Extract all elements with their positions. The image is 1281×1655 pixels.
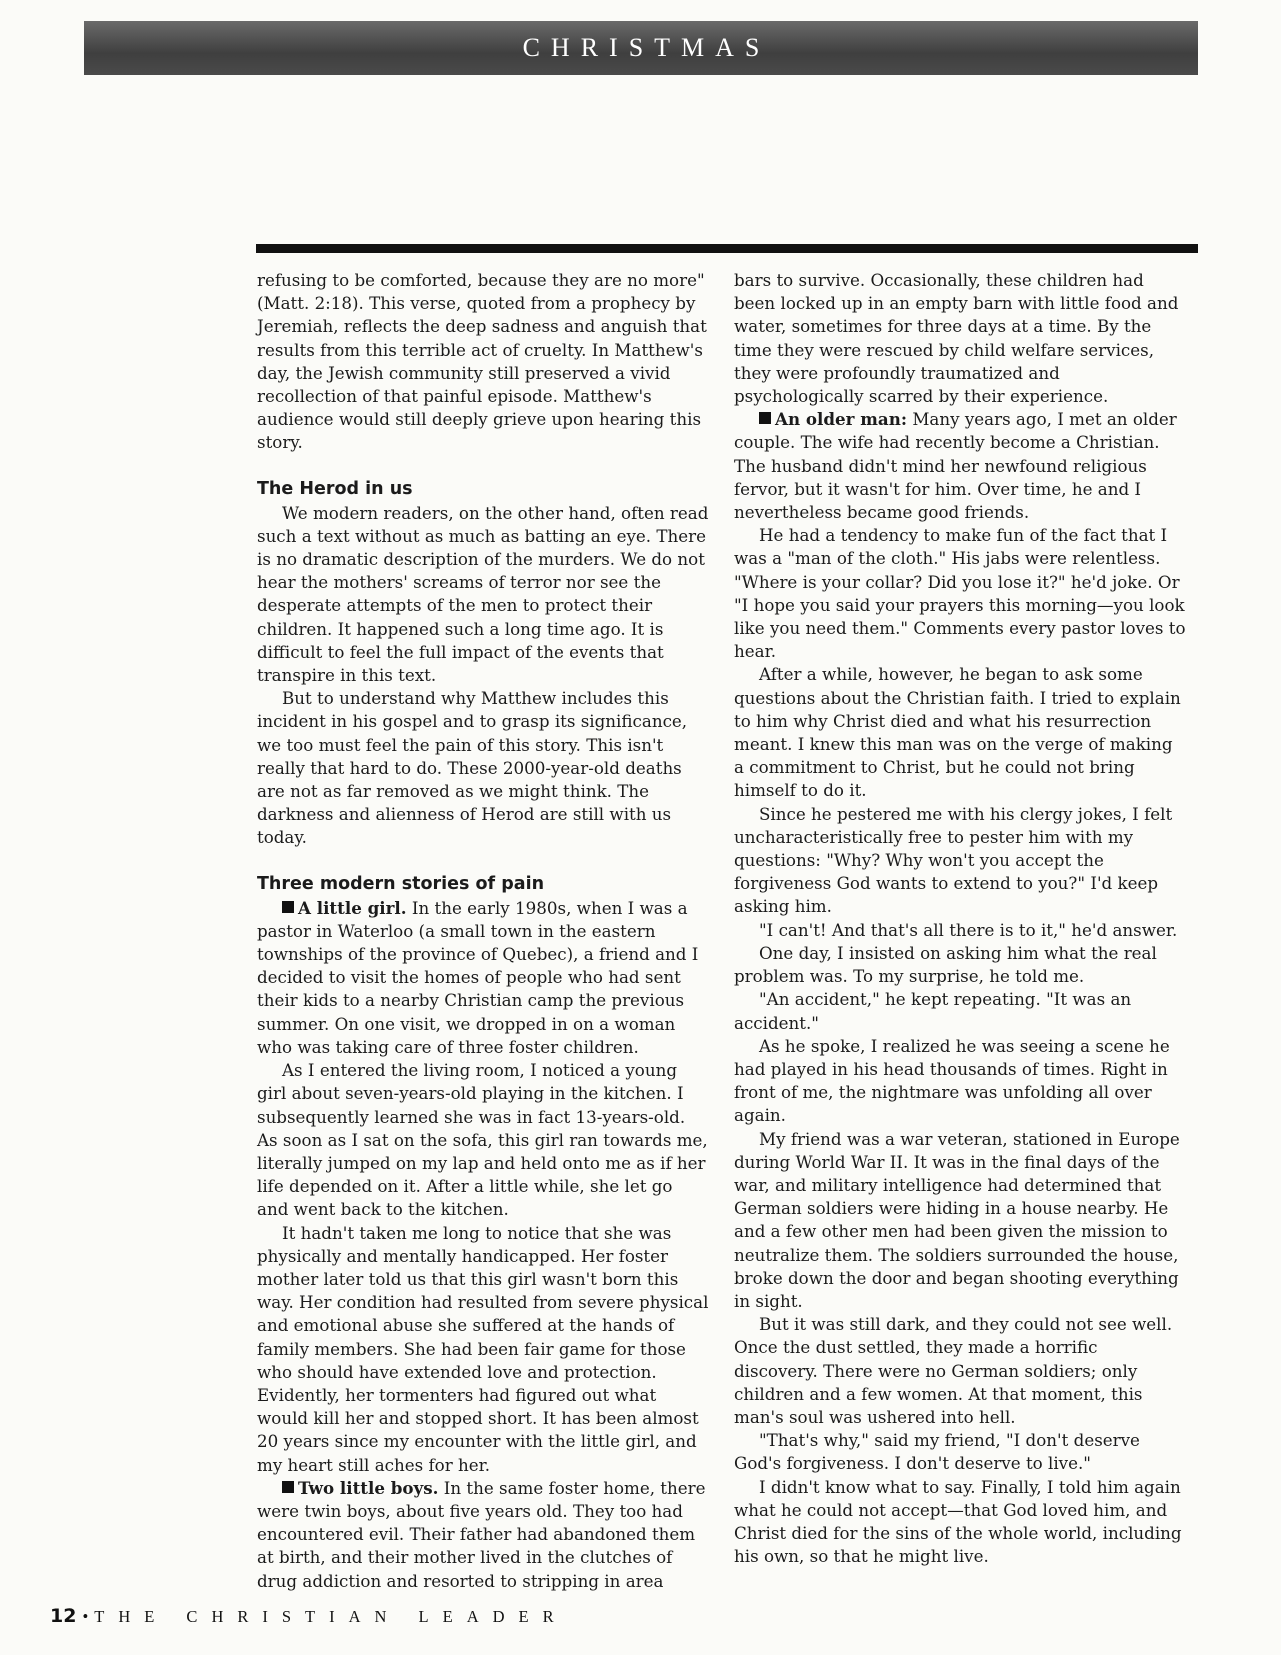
paragraph <box>734 408 1186 524</box>
paragraph <box>257 1477 709 1593</box>
publication-name: THE CHRISTIAN LEADER <box>94 1607 568 1626</box>
square-bullet-icon <box>282 1481 294 1493</box>
paragraph-text: In the same foster home, there were twin boys, about five years old. They too had encountered evil. Their father had abandoned them at birth, and their mother lived in the clutches of drug addiction and resorted to stripping in area <box>257 1477 706 1591</box>
page-footer <box>50 1605 568 1627</box>
paragraph: Since he pestered me with his clergy jokes, I felt uncharacteristically free to pester him with my questions: "Why? Why won't you accept the forgiveness God wants to extend to you?" I'd keep asking him. <box>734 803 1173 917</box>
run-in-heading: Two little boys. <box>298 1477 439 1498</box>
page-number: 12 <box>50 1605 77 1627</box>
paragraph: He had a tendency to make fun of the fact that I was a "man of the cloth." His jabs were relentless. "Where is your collar? Did you lose it?" he'd joke. Or "I hope you said your prayers this morning—you look like you need them." Comments every pastor loves to hear. <box>734 525 1186 662</box>
paragraph: But to understand why Matthew includes this incident in his gospel and to grasp its significance, we too must feel the pain of this story. This isn't really that hard to do. These 2000-year-old deaths are not as far removed as we might think. The darkness and alienness of Herod are still with us today. <box>257 688 688 848</box>
paragraph-text: Many years ago, I met an older couple. The wife had recently become a Christian. The husband didn't mind her newfound religious fervor, but it wasn't for him. Over time, he and I nevertheless became good friends. <box>734 409 1177 523</box>
run-in-heading: A little girl. <box>298 897 407 918</box>
paragraph: I didn't know what to say. Finally, I told him again what he could not accept—that God loved him, and Christ died for the sins of the whole world, including his own, so that he might live. <box>734 1476 1182 1567</box>
paragraph: After a while, however, he began to ask some questions about the Christian faith. I tried to explain to him why Christ died and what his resurrection meant. I knew this man was on the verge of making a commitment to Christ, but he could not bring himself to do it. <box>734 664 1181 801</box>
square-bullet-icon <box>282 901 294 913</box>
paragraph: "I can't! And that's all there is to it," he'd answer. <box>759 919 1178 940</box>
right-column <box>734 269 1186 1568</box>
paragraph: As I entered the living room, I noticed a young girl about seven-years-old playing in the kitchen. I subsequently learned she was in fact 13-years-old. As soon as I sat on the sofa, this girl ran towards me, literally jumped on my lap and held onto me as if her life depended on it. After a little while, she let go and went back to the kitchen. <box>257 1060 708 1220</box>
paragraph: "That's why," said my friend, "I don't deserve God's forgiveness. I don't deserve to live." <box>734 1430 1140 1474</box>
paragraph: It hadn't taken me long to notice that she was physically and mentally handicapped. Her foster mother later told us that this girl wasn't born this way. Her condition had resulted from severe physical and emotional abuse she suffered at the hands of family members. She had been fair game for those who should have extended love and protection. Evidently, her tormenters had figured out what would kill her and stopped short. It has been almost 20 years since my encounter with the little girl, and my heart still aches for her. <box>257 1222 709 1475</box>
paragraph: bars to survive. Occasionally, these children had been locked up in an empty barn with little food and water, sometimes for three days at a time. By the time they were rescued by child welfare services, they were profoundly traumatized and psychologically scarred by their experience. <box>734 270 1179 407</box>
paragraph: As he spoke, I realized he was seeing a scene he had played in his head thousands of times. Right in front of me, the nightmare was unfolding all over again. <box>734 1035 1170 1126</box>
paragraph-text: In the early 1980s, when I was a pastor in Waterloo (a small town in the eastern townships of the province of Quebec), a friend and I decided to visit the homes of people who had sent their kids to a nearby Christian camp the previous summer. On one visit, we dropped in on a woman who was taking care of three foster children. <box>257 897 699 1057</box>
section-title: CHRISTMAS <box>522 33 771 62</box>
paragraph: But it was still dark, and they could not see well. Once the dust settled, they made a horrific discovery. There were no German soldiers; only children and a few women. At that moment, this man's soul was ushered into hell. <box>734 1314 1173 1427</box>
paragraph: "An accident," he kept repeating. "It was an accident." <box>734 989 1132 1033</box>
section-banner <box>84 21 1198 75</box>
left-column <box>257 269 709 1593</box>
subheading: The Herod in us <box>257 478 413 499</box>
paragraph: We modern readers, on the other hand, often read such a text without as much as batting an eye. There is no dramatic description of the murders. We do not hear the mothers' screams of terror nor see the desperate attempts of the men to protect their children. It happened such a long time ago. It is difficult to feel the full impact of the events that transpire in this text. <box>257 502 709 686</box>
footer-separator: • <box>82 1607 89 1626</box>
subheading: Three modern stories of pain <box>257 873 545 894</box>
run-in-heading: An older man: <box>775 409 908 430</box>
header-rule <box>256 244 1198 253</box>
paragraph: refusing to be comforted, because they are no more" (Matt. 2:18). This verse, quoted from a prophecy by Jeremiah, reflects the deep sadness and anguish that results from this terrible act of cruelty. In Matthew's day, the Jewish community still preserved a vivid recollection of that painful episode. Matthew's audience would still deeply grieve upon hearing this story. <box>257 270 707 453</box>
paragraph: One day, I insisted on asking him what the real problem was. To my surprise, he told me. <box>734 942 1157 987</box>
paragraph <box>257 897 709 1059</box>
square-bullet-icon <box>759 412 771 424</box>
paragraph: My friend was a war veteran, stationed in Europe during World War II. It was in the final days of the war, and military intelligence had determined that German soldiers were hiding in a house nearby. He and a few other men had been given the mission to neutralize them. The soldiers surrounded the house, broke down the door and began shooting everything in sight. <box>734 1128 1180 1311</box>
